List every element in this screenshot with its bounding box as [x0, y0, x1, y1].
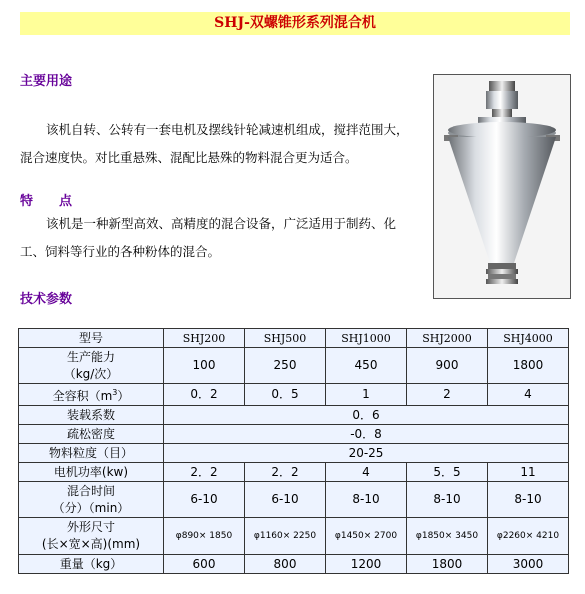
row-label-end: ）: [117, 389, 130, 403]
row-label: 重量（kg）: [19, 555, 164, 574]
table-row: [19, 444, 569, 463]
table-cell: φ890× 1850: [164, 518, 245, 555]
table-row: [19, 482, 569, 518]
table-row: [19, 463, 569, 482]
header-cell: SHJ200: [164, 329, 245, 348]
table-cell: φ2260× 4210: [488, 518, 569, 555]
table-cell: 8-10: [488, 482, 569, 518]
table-cell: -0．8: [164, 425, 569, 444]
table-cell: 5．5: [407, 463, 488, 482]
title-bar: [20, 12, 570, 35]
row-label-line: 混合时间: [66, 483, 115, 498]
header-cell: SHJ2000: [407, 329, 488, 348]
table-cell: 1800: [407, 555, 488, 574]
table-row: [19, 348, 569, 384]
table-cell: 8-10: [326, 482, 407, 518]
table-row: [19, 406, 569, 425]
row-label-line: (长×宽×高)(mm): [41, 537, 141, 551]
table-cell: 600: [164, 555, 245, 574]
table-cell: φ1450× 2700: [326, 518, 407, 555]
row-label-line: （分）（min）: [52, 500, 130, 515]
row-label-text: 全容积（m: [52, 389, 113, 403]
table-cell: 900: [407, 348, 488, 384]
row-label: 疏松密度: [19, 425, 164, 444]
header-cell: SHJ1000: [326, 329, 407, 348]
table-cell: 800: [245, 555, 326, 574]
table-row: [19, 555, 569, 574]
row-label-line: 生产能力: [66, 349, 115, 364]
row-label: [19, 384, 164, 406]
table-cell: 250: [245, 348, 326, 384]
table-cell: 4: [326, 463, 407, 482]
specs-heading: 技术参数: [20, 292, 73, 307]
mixer-illustration: [434, 75, 570, 298]
usage-text: 该机自转、公转有一套电机及摆线针轮减速机组成，搅拌范围大，混合速度快。对比重悬殊、混配比悬殊的物料混合更为适合。: [20, 122, 409, 165]
table-cell: 2: [407, 384, 488, 406]
features-heading: 特 点: [20, 194, 73, 209]
table-cell: 0．2: [164, 384, 245, 406]
row-label: 装载系数: [19, 406, 164, 425]
table-cell: 0．6: [164, 406, 569, 425]
spec-table: [18, 328, 569, 574]
table-cell: 1: [326, 384, 407, 406]
table-cell: 4: [488, 384, 569, 406]
row-label-line: （kg/次）: [63, 366, 119, 381]
table-cell: 6-10: [245, 482, 326, 518]
row-label: 电机功率(kw): [19, 463, 164, 482]
features-text: 该机是一种新型高效、高精度的混合设备，广泛适用于制药、化工、饲料等行业的各种粉体的混合。: [20, 216, 397, 259]
table-cell: 2．2: [164, 463, 245, 482]
table-cell: 3000: [488, 555, 569, 574]
table-cell: 20-25: [164, 444, 569, 463]
row-label: 物料粒度（目）: [19, 444, 164, 463]
table-row: [19, 425, 569, 444]
header-cell: 型号: [19, 329, 164, 348]
table-cell: 11: [488, 463, 569, 482]
row-label-line: 外形尺寸: [66, 520, 115, 534]
table-row: [19, 518, 569, 555]
table-cell: 1200: [326, 555, 407, 574]
table-cell: 6-10: [164, 482, 245, 518]
table-cell: 0．5: [245, 384, 326, 406]
table-cell: φ1850× 3450: [407, 518, 488, 555]
table-header-row: [19, 329, 569, 348]
table-cell: φ1160× 2250: [245, 518, 326, 555]
mixer-photo: [433, 74, 571, 299]
table-cell: 1800: [488, 348, 569, 384]
row-label: [19, 482, 164, 518]
table-row: [19, 384, 569, 406]
table-cell: 8-10: [407, 482, 488, 518]
row-label: [19, 518, 164, 555]
row-label: [19, 348, 164, 384]
table-cell: 450: [326, 348, 407, 384]
page-title: SHJ-双螺锥形系列混合机: [214, 15, 376, 31]
table-cell: 2．2: [245, 463, 326, 482]
row-label-sup: 3: [112, 388, 118, 397]
table-cell: 100: [164, 348, 245, 384]
usage-heading: 主要用途: [20, 74, 73, 89]
header-cell: SHJ500: [245, 329, 326, 348]
header-cell: SHJ4000: [488, 329, 569, 348]
